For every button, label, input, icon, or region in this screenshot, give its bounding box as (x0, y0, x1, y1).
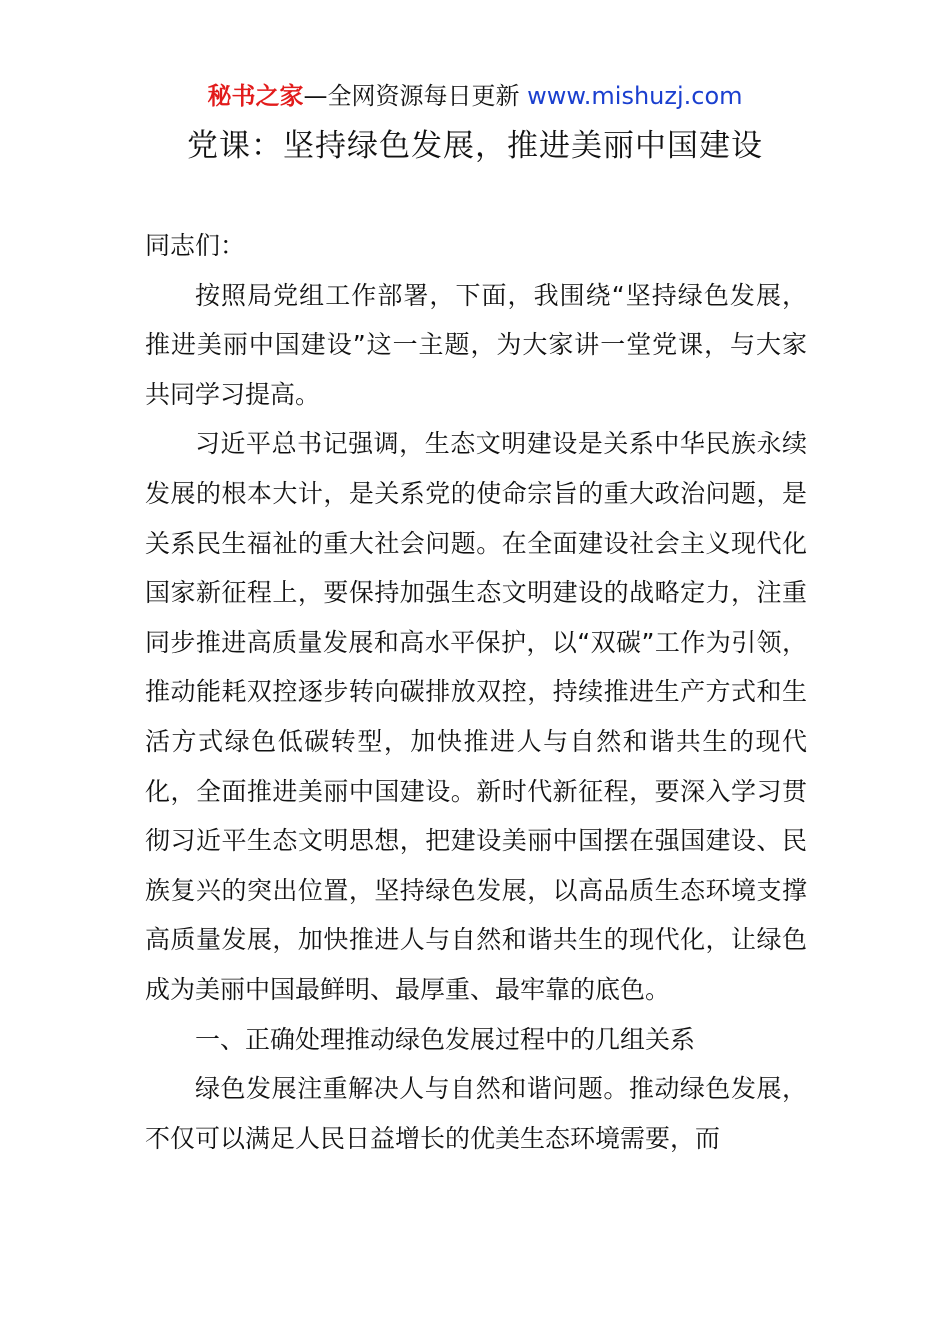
brand-name: 秘书之家 (207, 82, 304, 110)
salutation: 同志们： (145, 231, 246, 260)
document-title: 党课：坚持绿色发展，推进美丽中国建设 (187, 128, 763, 164)
site-url[interactable]: www.mishuzj.com (527, 82, 743, 110)
site-header (0, 80, 950, 112)
header-tagline: —全网资源每日更新 (303, 82, 520, 110)
document-body (145, 221, 807, 1163)
paragraph: 绿色发展注重解决人与自然和谐问题。推动绿色发展，不仅可以满足人民日益增长的优美生态环境需要，而 (145, 1074, 807, 1153)
paragraph: 习近平总书记强调，生态文明建设是关系中华民族永续发展的根本大计，是关系党的使命宗旨的重大政治问题，是关系民生福祉的重大社会问题。在全面建设社会主义现代化国家新征程上，要保持加强生态文明建设的战略定力，注重同步推进高质量发展和高水平保护，以“双碳”工作为引领，推动能耗双控逐步转向碳排放双控，持续推进生产方式和生活方式绿色低碳转型，加快推进人与自然和谐共生的现代化，全面推进美丽中国建设。新时代新征程，要深入学习贯彻习近平生态文明思想，把建设美丽中国摆在强国建设、民族复兴的突出位置，坚持绿色发展，以高品质生态环境支撑高质量发展，加快推进人与自然和谐共生的现代化，让绿色成为美丽中国最鲜明、最厚重、最牢靠的底色。 (145, 429, 807, 1004)
paragraph: 按照局党组工作部署，下面，我围绕“坚持绿色发展，推进美丽中国建设”这一主题，为大家讲一堂党课，与大家共同学习提高。 (145, 280, 807, 409)
section-heading: 一、正确处理推动绿色发展过程中的几组关系 (195, 1024, 696, 1054)
